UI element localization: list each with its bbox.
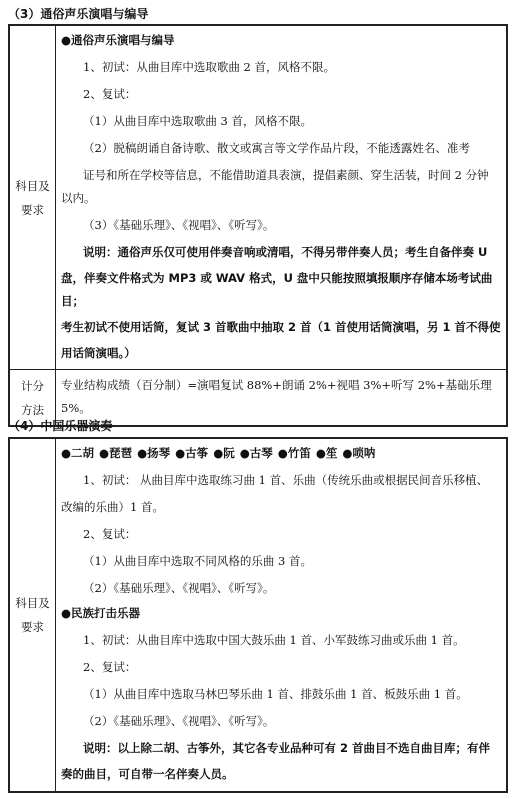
- text-line: 证号和所在学校等信息，不能借助道具表演，提倡素颜、穿生活装，时间 2 分钟: [83, 168, 489, 182]
- instrument-zhudi: ●竹笛: [277, 446, 311, 460]
- score-label: 计分 方法: [9, 370, 56, 427]
- section-3-table: [8, 24, 508, 427]
- percussion-heading: ●民族打击乐器: [61, 606, 141, 620]
- instrument-guzheng: ●古筝: [175, 446, 209, 460]
- text-line: （1）从曲目库中选取歌曲 3 首，风格不限。: [83, 114, 312, 128]
- instrument-sheng: ●笙: [315, 446, 338, 460]
- requirements-content: [56, 25, 508, 370]
- note-line: 考生初试不使用话筒，复试 3 首歌曲中抽取 2 首（1 首使用话筒演唱，另 1 首不得使: [61, 320, 501, 334]
- section-4-title: （4）中国乐器演奏: [8, 419, 113, 433]
- text-line: 2、复试：: [83, 87, 137, 101]
- section-4-table: [8, 437, 508, 793]
- instrument-ruan: ●阮: [213, 446, 235, 460]
- section-4-requirements-row: [9, 438, 507, 792]
- text-line: （1）从曲目库中选取马林巴琴乐曲 1 首、排鼓乐曲 1 首、板鼓乐曲 1 首。: [83, 687, 468, 701]
- note-line: 用话筒演唱。）: [61, 346, 136, 360]
- text-line: 以内。: [61, 191, 96, 205]
- requirements-content: [56, 438, 508, 792]
- section-3-title: （3）通俗声乐演唱与编导: [8, 7, 149, 21]
- instrument-guqin: ●古琴: [239, 446, 273, 460]
- text-line: 2、复试：: [83, 527, 137, 541]
- section-3-heading: ●通俗声乐演唱与编导: [61, 33, 175, 47]
- text-line: （2）脱稿朗诵自备诗歌、散文或寓言等文学作品片段，不能透露姓名、准考: [83, 141, 470, 155]
- text-line: 改编的乐曲）1 首。: [61, 500, 164, 514]
- instrument-erhu: ●二胡: [61, 446, 95, 460]
- instrument-pipa: ●琵琶: [99, 446, 133, 460]
- text-line: （3）《基础乐理》、《视唱》、《听写》。: [83, 218, 275, 232]
- text-line: （2）《基础乐理》、《视唱》、《听写》。: [83, 581, 275, 595]
- text-line: 1、初试：从曲目库中选取歌曲 2 首，风格不限。: [83, 60, 335, 74]
- requirements-label: 科目及 要求: [9, 25, 56, 370]
- text-line: （1）从曲目库中选取不同风格的乐曲 3 首。: [83, 554, 312, 568]
- section-3-requirements-row: [9, 25, 507, 370]
- note-line: 说明：通俗声乐仅可使用伴奏音响或清唱，不得另带伴奏人员；考生自备伴奏 U: [83, 245, 488, 259]
- score-text: 专业结构成绩（百分制）=演唱复试 88%+朗诵 2%+视唱 3%+听写 2%+基础乐理 5%。: [61, 378, 492, 415]
- instrument-list: [61, 442, 501, 465]
- text-line: 2、复试：: [83, 660, 137, 674]
- text-line: （2）《基础乐理》、《视唱》、《听写》。: [83, 714, 275, 728]
- instrument-suona: ●唢呐: [342, 446, 376, 460]
- text-line: 1、初试： 从曲目库中选取练习曲 1 首、乐曲（传统乐曲或根据民间音乐移植、: [83, 473, 489, 487]
- requirements-label: 科目及 要求: [9, 438, 56, 792]
- text-line: 1、初试：从曲目库中选取中国大鼓乐曲 1 首、小军鼓练习曲或乐曲 1 首。: [83, 633, 465, 647]
- instrument-yangqin: ●扬琴: [137, 446, 171, 460]
- note-line: 盘，伴奏文件格式为 MP3 或 WAV 格式，U 盘中只能按照填报顺序存储本场考试曲目；: [61, 271, 493, 308]
- score-content: [56, 370, 508, 427]
- note-line: 奏的曲目，可自带一名伴奏人员。: [61, 767, 234, 781]
- note-line: 说明：以上除二胡、古筝外，其它各专业品种可有 2 首曲目不选自曲目库；有伴: [83, 741, 491, 755]
